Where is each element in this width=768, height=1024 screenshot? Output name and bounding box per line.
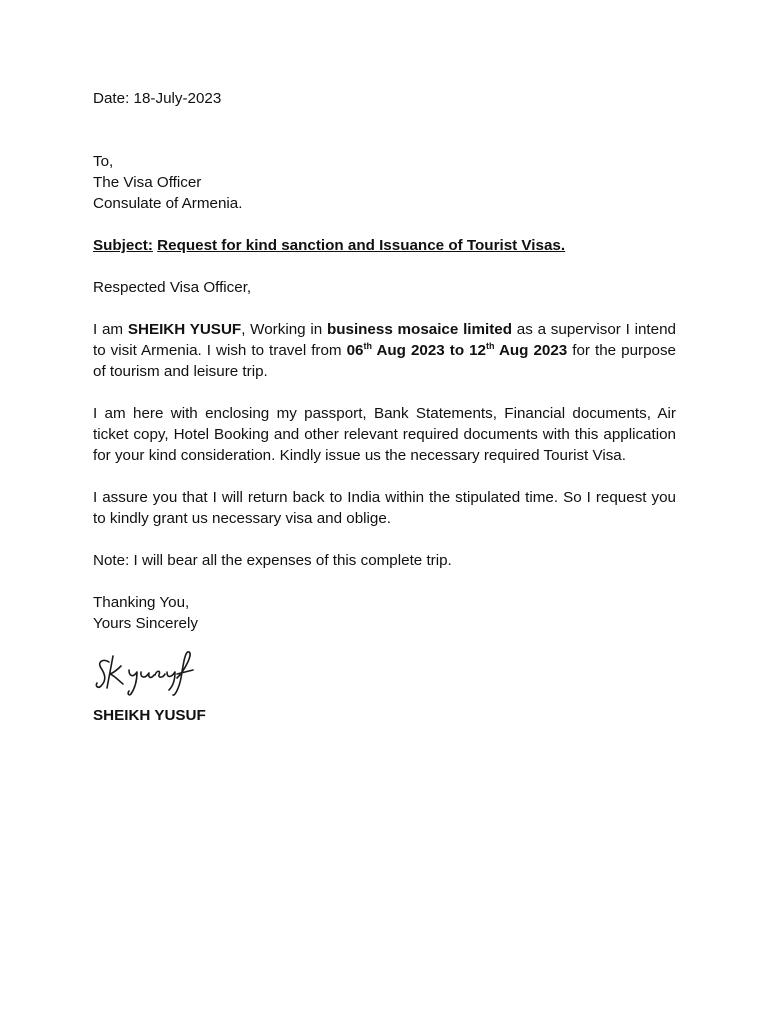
para1-text-4: for the purpose of tourism and leisure trip. [93,342,677,380]
signature-drawing [93,648,223,700]
letter-body [93,88,676,726]
to-day-suffix: th [486,340,495,351]
closing-line-2: Yours Sincerely [93,615,198,632]
para1-text-1: I am [93,321,128,338]
subject-label: Subject: [93,237,153,254]
recipient-to: To, [93,153,114,170]
signer-name: SHEIKH YUSUF [93,707,206,724]
spacer [93,214,676,235]
recipient-org: Consulate of Armenia. [93,195,243,212]
para1-text-2: , Working in [241,321,327,338]
applicant-name: SHEIKH YUSUF [127,321,242,338]
travel-dates [347,342,568,359]
signature [93,648,223,700]
spacer [93,256,676,277]
travel-dates-mid: Aug 2023 to 12 [372,342,486,359]
recipient-title: The Visa Officer [93,174,202,191]
para1-text-3: as a supervisor I intend to visit Armenia. I wish to travel from [93,321,676,359]
spacer [93,382,676,403]
spacer [93,466,676,487]
date-line: Date: 18-July-2023 [93,90,222,107]
paragraph-intro [93,319,676,382]
salutation: Respected Visa Officer, [93,279,252,296]
travel-dates-end: Aug 2023 [494,342,568,359]
paragraph-assurance: I assure you that I will return back to India within the stipulated time. So I request you to kindly grant us necessary visa and oblige. [93,489,676,527]
company-name: business mosaice limited [326,321,513,338]
subject-text: Request for kind sanction and Issuance of Tourist Visas. [157,237,566,254]
from-day-suffix: th [363,340,372,351]
closing-line-1: Thanking You, [93,594,190,611]
spacer [93,571,676,592]
from-day: 06 [346,342,364,359]
spacer [93,298,676,319]
spacer [93,109,676,151]
spacer [93,529,676,550]
note-line: Note: I will bear all the expenses of this complete trip. [93,552,452,569]
subject-line [93,235,676,256]
paragraph-documents: I am here with enclosing my passport, Bank Statements, Financial documents, Air ticket copy, Hotel Booking and other relevant required documents with this application for your kind consideration. Kindly issue us the necessary required Tourist Visa. [93,405,676,464]
